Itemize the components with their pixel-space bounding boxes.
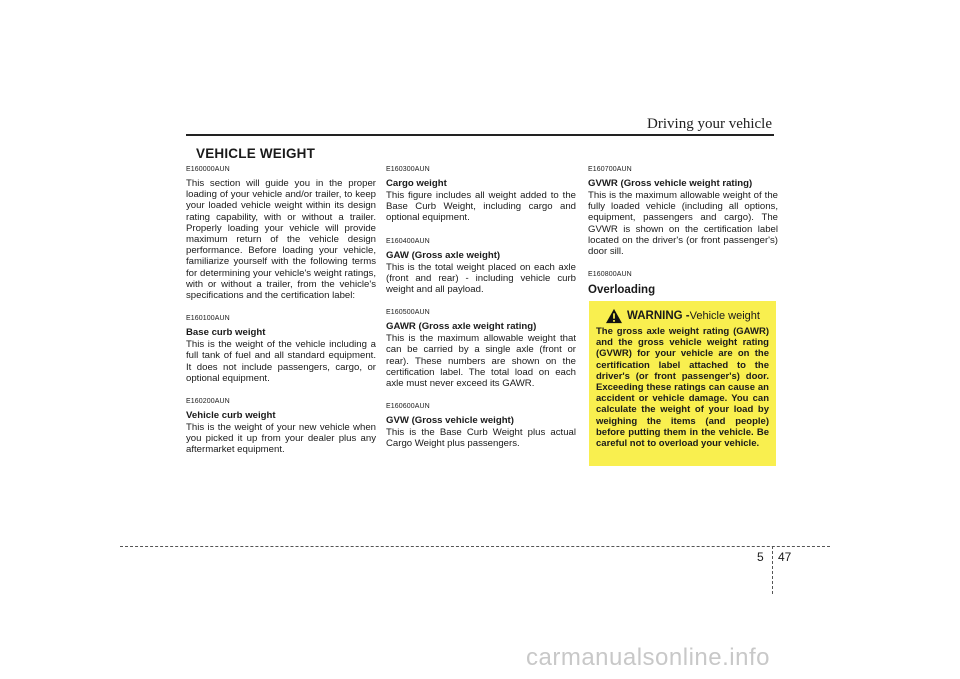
warning-triangle-icon: [605, 308, 623, 324]
section-code: E160300AUN: [386, 166, 430, 173]
section-body: This is the Base Curb Weight plus actual Cargo Weight plus passengers.: [386, 427, 576, 450]
section-vehicle-curb-weight: [186, 398, 376, 456]
section-heading: Vehicle curb weight: [186, 410, 276, 422]
section-heading: GVWR (Gross vehicle weight rating): [588, 178, 753, 189]
section-code: E160600AUN: [386, 403, 430, 411]
section-body: This is the total weight placed on each axle (front and rear) - including vehicle curb weight and all payload.: [386, 261, 576, 296]
footer-rule: [120, 546, 830, 547]
watermark: carmanualsonline.info: [526, 644, 770, 671]
section-intro: [186, 166, 376, 301]
section-heading: Base curb weight: [186, 327, 266, 339]
section-gvw: [386, 403, 576, 449]
header-title: Driving your vehicle: [647, 116, 772, 132]
warning-title: WARNING -: [627, 310, 690, 322]
section-heading: Overloading: [588, 284, 656, 297]
warning-subtitle: Vehicle weight: [689, 310, 760, 322]
section-heading: GAW (Gross axle weight): [386, 249, 501, 261]
section-code: E160000AUN: [186, 166, 230, 173]
footer-divider: [772, 546, 773, 594]
column-2: [386, 166, 576, 464]
section-code: E160500AUN: [386, 309, 430, 317]
section-code: E160400AUN: [386, 237, 430, 245]
section-code: E160800AUN: [588, 271, 632, 279]
section-title: VEHICLE WEIGHT: [196, 146, 316, 161]
section-body: This is the maximum allowable weight of the fully loaded vehicle (including all options, equipment, passengers and cargo). The GVWR is shown on the certification label located on the driver's (or front passenger's) door sill.: [588, 190, 778, 258]
column-1: [186, 166, 376, 470]
section-overloading: [588, 271, 778, 297]
section-gawr: [386, 309, 576, 389]
section-body: This is the maximum allowable weight that can be carried by a single axle (front or rear). These numbers are shown on the certification label. The total load on each axle must never exceed its GAWR.: [386, 333, 576, 390]
section-code: E160700AUN: [588, 166, 632, 173]
page-section-number: 5: [757, 550, 764, 564]
section-base-curb-weight: [186, 315, 376, 384]
section-cargo-weight: [386, 166, 576, 224]
section-code: E160100AUN: [186, 315, 230, 323]
warning-header: [596, 308, 769, 324]
section-gaw: [386, 238, 576, 296]
section-heading: Cargo weight: [386, 178, 447, 189]
section-body: This is the weight of the vehicle including a full tank of fuel and all standard equipment. It does not include passengers, cargo, or optional equipment.: [186, 339, 376, 384]
section-body: This section will guide you in the proper loading of your vehicle and/or trailer, to keep your loaded vehicle weight within its design rating capability, with or without a trailer. Properly loading your vehicle will provide maximum return of the vehicle design performance. Before loading your vehicle, familiarize yourself with the following terms for determining your vehicle's weight ratings, with or without a trailer, from the vehicle's specifications and the certification label:: [186, 178, 376, 302]
section-body: This is the weight of your new vehicle when you picked it up from your dealer plus any aftermarket equipment.: [186, 422, 376, 456]
section-body: This figure includes all weight added to the Base Curb Weight, including cargo and optional equipment.: [386, 190, 576, 224]
warning-text: The gross axle weight rating (GAWR) and the gross vehicle weight rating (GVWR) for your vehicle are on the certification label attached to the driver's (or front passenger's) door. Exceeding these ratings can cause an accident or vehicle damage. You can calculate the weight of your load by weighing the items (and people) before putting them in the vehicle. Be careful not to overload your vehicle.: [596, 326, 769, 450]
warning-box: [589, 301, 776, 466]
page-number: 47: [778, 550, 792, 564]
section-heading: GAWR (Gross axle weight rating): [386, 321, 537, 333]
section-gvwr: [588, 166, 778, 257]
section-heading: GVW (Gross vehicle weight): [386, 415, 514, 427]
section-code: E160200AUN: [186, 398, 230, 406]
column-3: [588, 166, 778, 297]
header-rule: [186, 134, 774, 136]
